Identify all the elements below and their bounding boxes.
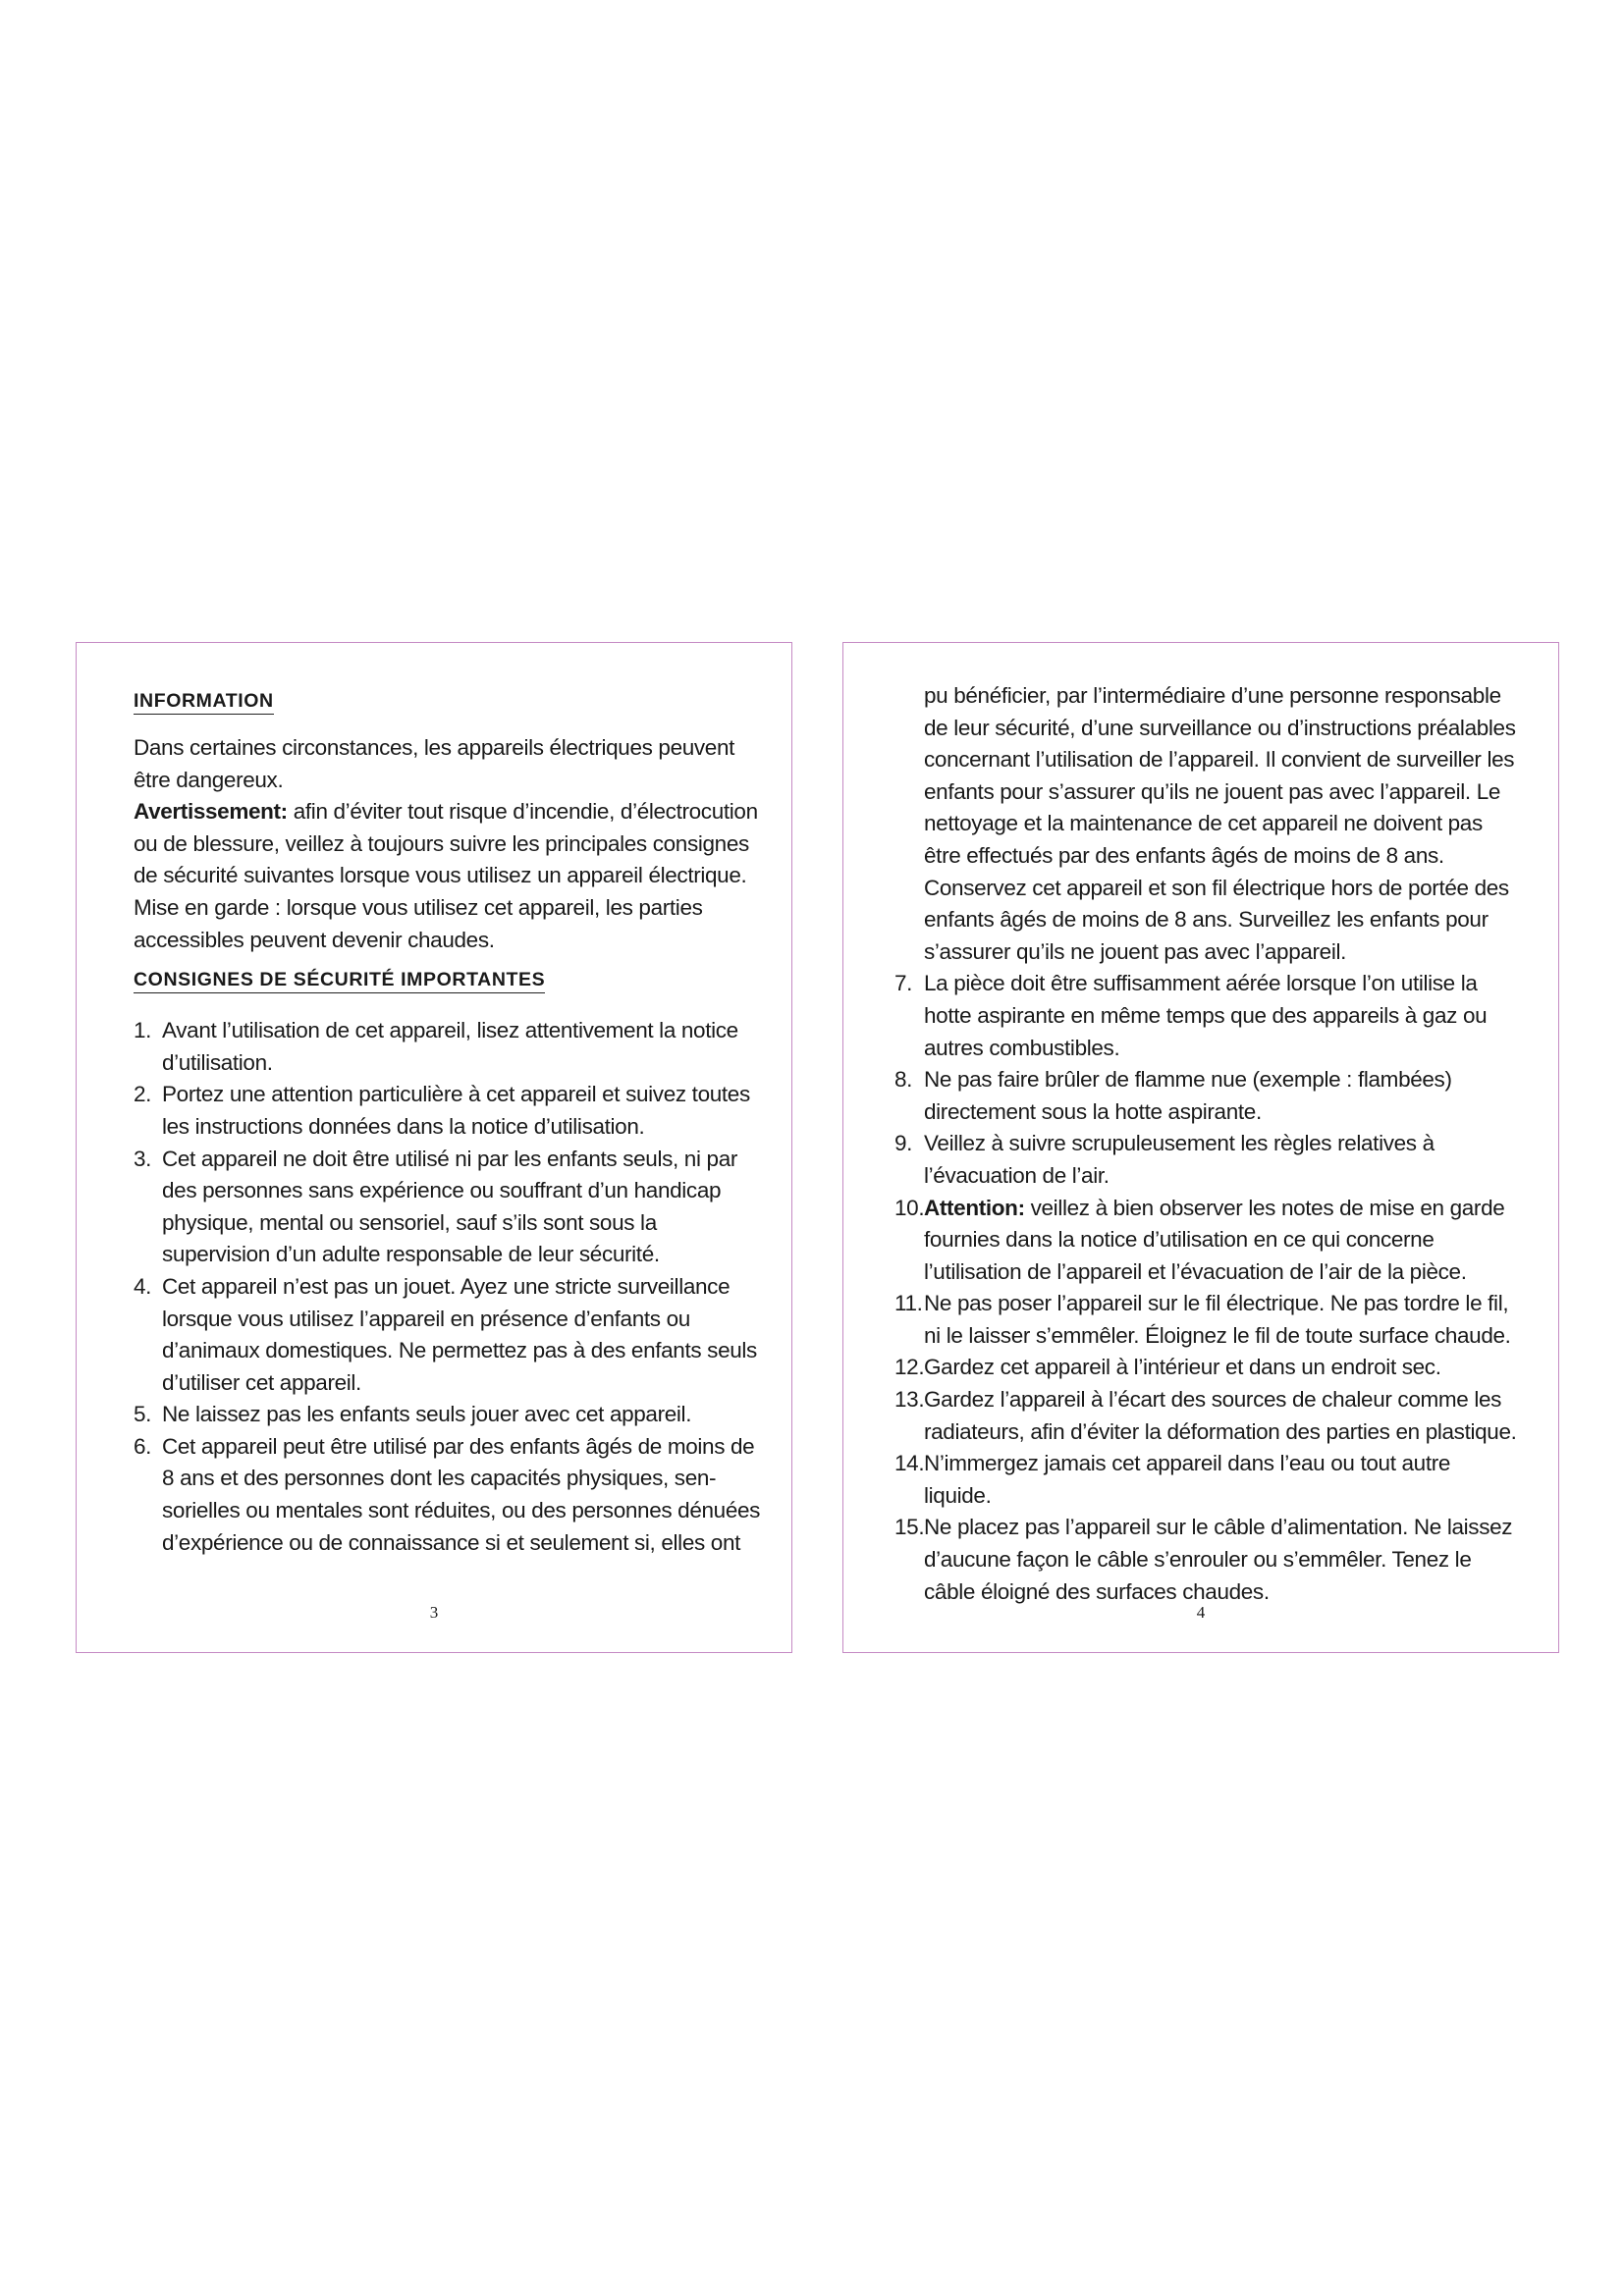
item-number: 1.	[134, 1018, 152, 1043]
page-content	[894, 680, 1519, 1608]
warning-paragraph	[134, 796, 766, 892]
item-text: Gardez l’appareil à l’écart des sources de chaleur comme les radiateurs, afin d’éviter la déformation des parties en plastique.	[924, 1387, 1517, 1444]
item-text: veillez à bien observer les notes de mise en garde fournies dans la notice d’utilisation en ce qui concerne l’utilisation de l’appareil et l’évacuation de l’air de la pièce.	[924, 1195, 1505, 1284]
page-content	[134, 684, 766, 1559]
section-heading-information: INFORMATION	[134, 689, 274, 715]
item-text: Veillez à suivre scrupuleusement les règles relatives à l’évacuation de l’air.	[924, 1131, 1435, 1188]
item-text: Ne pas poser l’appareil sur le fil électrique. Ne pas tordre le fil, ni le laisser s’emmêler. Éloignez le fil de toute surface chaude.	[924, 1291, 1511, 1348]
list-item	[894, 1064, 1519, 1128]
list-item	[894, 1448, 1519, 1512]
caution-paragraph: Mise en garde : lorsque vous utilisez cet appareil, les parties accessibles peuvent devenir chaudes.	[134, 894, 703, 952]
item-number: 4.	[134, 1273, 152, 1299]
item-number: 6.	[134, 1433, 152, 1459]
manual-page-right	[842, 642, 1559, 1653]
item-number: 10.	[894, 1195, 925, 1220]
item-number: 14.	[894, 1451, 925, 1476]
safety-list	[894, 968, 1519, 1608]
item-number: 2.	[134, 1082, 152, 1107]
list-item	[894, 968, 1519, 1064]
intro-paragraph: Dans certaines circonstances, les appareils électriques peuvent être dangereux.	[134, 735, 735, 792]
item-text: Avant l’utilisation de cet appareil, lisez attentivement la notice d’utilisation.	[162, 1018, 738, 1075]
list-item	[894, 1352, 1519, 1384]
list-item	[134, 1079, 766, 1143]
warning-text: afin d’éviter tout risque d’incendie, d’électrocution ou de blessure, veillez à toujours suivre les principales consignes de sécurité suivantes lorsque vous utilisez un appareil électrique.	[134, 799, 758, 888]
warning-label: Avertissement:	[134, 799, 288, 825]
list-item	[894, 1384, 1519, 1448]
item-text: Portez une attention particulière à cet appareil et suivez toutes les instructions données dans la notice d’utilisation.	[162, 1082, 750, 1139]
item-number: 15.	[894, 1515, 925, 1540]
list-item	[894, 1128, 1519, 1192]
item-number: 3.	[134, 1146, 152, 1171]
page-number: 4	[1196, 1603, 1206, 1622]
item-text: Gardez cet appareil à l’intérieur et dans un endroit sec.	[924, 1355, 1441, 1380]
item-text: Ne pas faire brûler de flamme nue (exemple : flambées) directement sous la hotte aspirante.	[924, 1067, 1452, 1124]
item-number: 8.	[894, 1067, 913, 1093]
section-heading-consignes: CONSIGNES DE SÉCURITÉ IMPORTANTES	[134, 968, 545, 993]
item-number: 11.	[894, 1291, 923, 1316]
attention-label: Attention:	[924, 1195, 1025, 1220]
list-item	[134, 1431, 766, 1559]
item-number: 9.	[894, 1131, 913, 1156]
item-number: 5.	[134, 1402, 152, 1427]
item-text: N’immergez jamais cet appareil dans l’eau ou tout autre liquide.	[924, 1451, 1451, 1508]
list-item	[134, 1144, 766, 1271]
item-number: 13.	[894, 1387, 925, 1413]
item-text: La pièce doit être suffisamment aérée lorsque l’on utilise la hotte aspirante en même temps que des appareils à gaz ou autres combustibles.	[924, 971, 1488, 1060]
item-text: Cet appareil n’est pas un jouet. Ayez une stricte surveillance lorsque vous utilisez l’appareil en présence d’enfants ou d’animaux domestiques. Ne permettez pas à des enfants seuls d’utiliser cet appareil.	[162, 1273, 757, 1395]
item-text: Ne laissez pas les enfants seuls jouer avec cet appareil.	[162, 1402, 692, 1427]
item-number: 12.	[894, 1355, 925, 1380]
list-item	[894, 1512, 1519, 1608]
item-number: 7.	[894, 971, 913, 996]
list-item	[134, 1271, 766, 1399]
list-item	[894, 1193, 1519, 1289]
list-item	[894, 1288, 1519, 1352]
list-item	[134, 1399, 766, 1431]
item-text: Cet appareil ne doit être utilisé ni par les enfants seuls, ni par des personnes sans expérience ou souffrant d’un handicap physique, mental ou sensoriel, sauf s’ils sont sous la supervision d’un adulte responsable de leur sécurité.	[162, 1146, 737, 1267]
item-text: Ne placez pas l’appareil sur le câble d’alimentation. Ne laissez d’aucune façon le câble s’enrouler ou s’emmêler. Tenez le câble éloigné des surfaces chaudes.	[924, 1515, 1513, 1604]
safety-list	[134, 1015, 766, 1559]
list-item	[134, 1015, 766, 1079]
item-text: Cet appareil peut être utilisé par des enfants âgés de moins de 8 ans et des personnes dont les capacités physiques, sen-sorielles ou mentales sont réduites, ou des personnes dénuées d’expérience ou de connaissance si et seulement si, elles ont	[162, 1433, 761, 1555]
page-number: 3	[429, 1603, 439, 1622]
continuation-paragraph: pu bénéficier, par l’intermédiaire d’une personne responsable de leur sécurité, d’une surveillance ou d’instructions préalables concernant l’utilisation de l’appareil. Il convient de surveiller les enfants pour s’assurer qu’ils ne jouent pas avec l’appareil. Le nettoyage et la maintenance de cet appareil ne doivent pas être effectués par des enfants âgés de moins de 8 ans. Conservez cet appareil et son fil électrique hors de portée des enfants âgés de moins de 8 ans. Surveillez les enfants pour s’assurer qu’ils ne jouent pas avec l’appareil.	[924, 683, 1516, 964]
manual-page-left	[76, 642, 792, 1653]
